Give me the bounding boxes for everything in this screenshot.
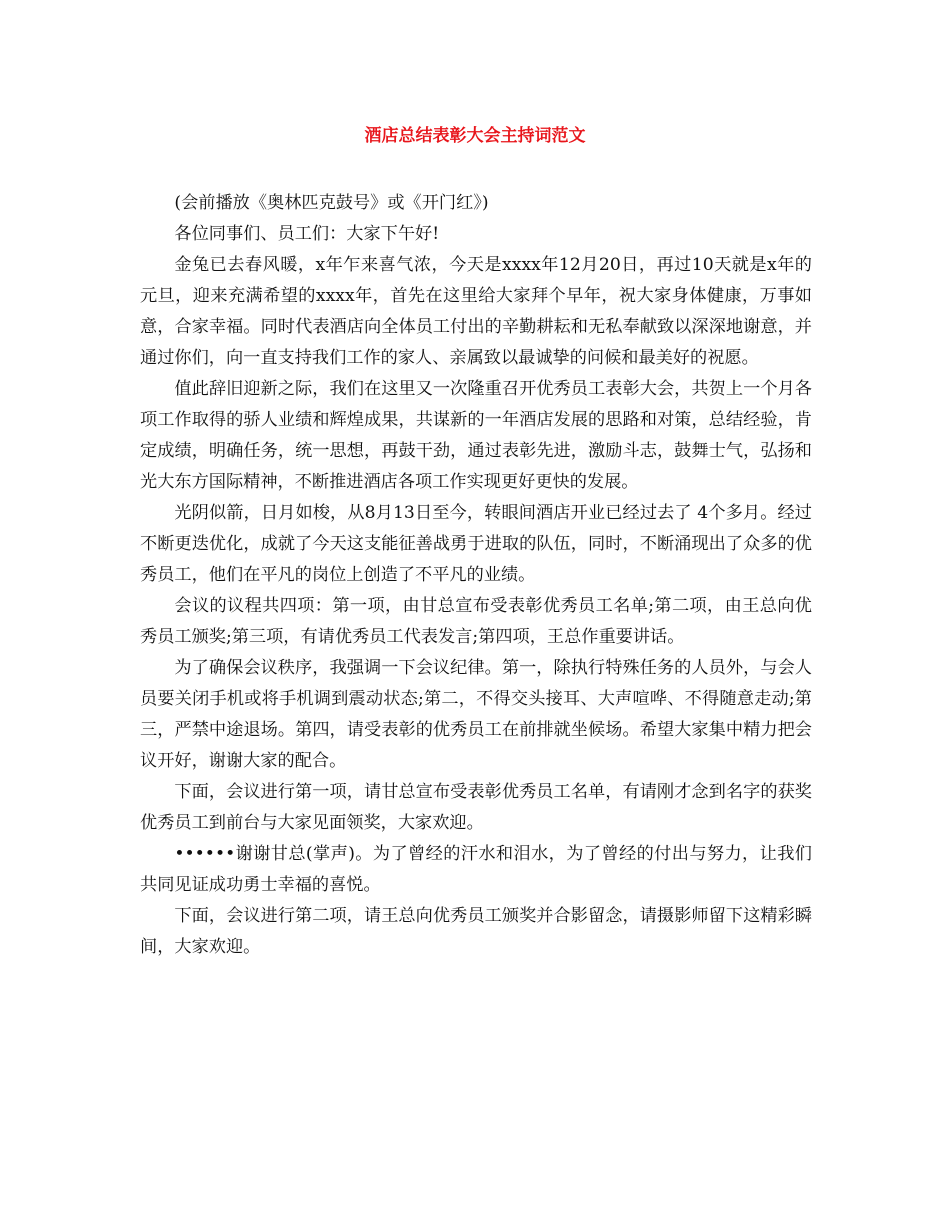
paragraph-meeting-purpose: 值此辞旧迎新之际，我们在这里又一次隆重召开优秀员工表彰大会，共贺上一个月各项工作取得的骄人业绩和辉煌成果，共谋新的一年酒店发展的思路和对策，总结经验，肯定成绩，明确任务，统一思想，再鼓干劲，通过表彰先进，激励斗志，鼓舞士气，弘扬和光大东方国际精神，不断推进酒店各项工作实现更好更快的发展。	[140, 379, 812, 492]
paragraph-discipline: 为了确保会议秩序，我强调一下会议纪律。第一，除执行特殊任务的人员外，与会人员要关闭手机或将手机调到震动状态;第二，不得交头接耳、大声喧哗、不得随意走动;第三，严禁中途退场。第四，请受表彰的优秀员工在前排就坐候场。希望大家集中精力把会议开好，谢谢大家的配合。	[140, 658, 812, 771]
paragraph-thanks: ••••••谢谢甘总(掌声)。为了曾经的汗水和泪水，为了曾经的付出与努力，让我们共同见证成功勇士幸福的喜悦。	[140, 844, 812, 895]
paragraph-pre-meeting-music: (会前播放《奥林匹克鼓号》或《开门红》)	[174, 193, 489, 213]
document-title: 酒店总结表彰大会主持词范文	[364, 126, 586, 146]
document-body	[140, 188, 812, 963]
paragraph-greeting: 各位同事们、员工们：大家下午好!	[174, 224, 440, 244]
paragraph-item-one: 下面，会议进行第一项，请甘总宣布受表彰优秀员工名单，有请刚才念到名字的获奖优秀员工到前台与大家见面领奖，大家欢迎。	[140, 782, 812, 833]
paragraph-new-year-wishes: 金兔已去春风暖，x年乍来喜气浓，今天是xxxx年12月20日，再过10天就是x年的元旦，迎来充满希望的xxxx年，首先在这里给大家拜个早年，祝大家身体健康，万事如意，合家幸福。同时代表酒店向全体员工付出的辛勤耕耘和无私奉献致以深深地谢意，并通过你们，向一直支持我们工作的家人、亲属致以最诚挚的问候和最美好的祝愿。	[140, 255, 812, 368]
paragraph-agenda: 会议的议程共四项：第一项，由甘总宣布受表彰优秀员工名单;第二项，由王总向优秀员工颁奖;第三项，有请优秀员工代表发言;第四项，王总作重要讲话。	[140, 596, 812, 647]
paragraph-time-review: 光阴似箭，日月如梭，从8月13日至今，转眼间酒店开业已经过去了 4个多月。经过不断更迭优化，成就了今天这支能征善战勇于进取的队伍，同时，不断涌现出了众多的优秀员工，他们在平凡的岗位上创造了不平凡的业绩。	[140, 503, 812, 585]
paragraph-item-two: 下面，会议进行第二项，请王总向优秀员工颁奖并合影留念，请摄影师留下这精彩瞬间，大家欢迎。	[140, 906, 812, 957]
